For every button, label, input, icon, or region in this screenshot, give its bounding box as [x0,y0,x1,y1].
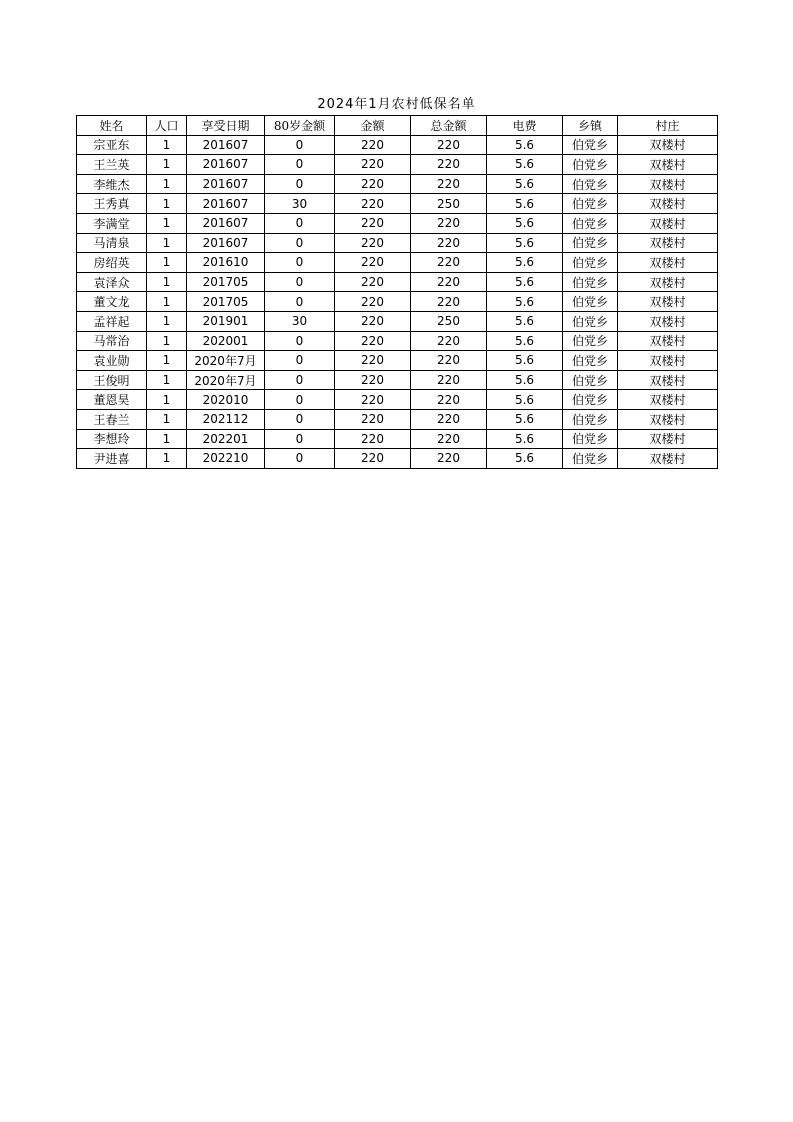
cell-total-amount: 220 [411,331,487,351]
document-title: 2024年1月农村低保名单 [317,97,476,112]
cell-total-amount: 220 [411,351,487,371]
cell-electricity: 5.6 [487,233,563,253]
cell-township: 伯党乡 [563,351,618,371]
cell-electricity: 5.6 [487,213,563,233]
cell-amount: 220 [335,174,411,194]
cell-name: 马清泉 [77,233,147,253]
cell-electricity: 5.6 [487,272,563,292]
table-row [77,194,718,214]
cell-population: 1 [147,390,187,410]
cell-name: 袁业勋 [77,351,147,371]
cell-80-amount: 0 [265,351,335,371]
cell-electricity: 5.6 [487,370,563,390]
cell-township: 伯党乡 [563,449,618,469]
cell-start-date: 201607 [187,135,265,155]
cell-electricity: 5.6 [487,194,563,214]
cell-population: 1 [147,135,187,155]
cell-population: 1 [147,351,187,371]
cell-township: 伯党乡 [563,194,618,214]
cell-township: 伯党乡 [563,311,618,331]
cell-amount: 220 [335,331,411,351]
cell-name: 李想玲 [77,429,147,449]
cell-electricity: 5.6 [487,449,563,469]
cell-amount: 220 [335,351,411,371]
table-row [77,174,718,194]
cell-population: 1 [147,194,187,214]
cell-total-amount: 220 [411,272,487,292]
cell-electricity: 5.6 [487,331,563,351]
header-township: 乡镇 [563,116,618,136]
cell-population: 1 [147,272,187,292]
cell-80-amount: 0 [265,370,335,390]
table-row [77,409,718,429]
cell-start-date: 202112 [187,409,265,429]
cell-80-amount: 0 [265,213,335,233]
table-row [77,390,718,410]
table-row [77,213,718,233]
cell-township: 伯党乡 [563,272,618,292]
cell-village: 双楼村 [618,351,718,371]
cell-township: 伯党乡 [563,429,618,449]
cell-start-date: 201610 [187,253,265,273]
cell-name: 宗亚东 [77,135,147,155]
cell-township: 伯党乡 [563,390,618,410]
cell-start-date: 201607 [187,213,265,233]
cell-total-amount: 220 [411,233,487,253]
cell-total-amount: 220 [411,292,487,312]
cell-village: 双楼村 [618,135,718,155]
cell-township: 伯党乡 [563,409,618,429]
header-amount: 金额 [335,116,411,136]
cell-village: 双楼村 [618,194,718,214]
cell-80-amount: 0 [265,429,335,449]
header-electricity: 电费 [487,116,563,136]
cell-name: 马常治 [77,331,147,351]
cell-name: 王俊明 [77,370,147,390]
cell-village: 双楼村 [618,370,718,390]
cell-start-date: 201607 [187,174,265,194]
cell-name: 李满堂 [77,213,147,233]
cell-electricity: 5.6 [487,429,563,449]
table-row [77,135,718,155]
cell-start-date: 201607 [187,233,265,253]
table-row [77,351,718,371]
cell-village: 双楼村 [618,311,718,331]
cell-population: 1 [147,409,187,429]
cell-total-amount: 250 [411,194,487,214]
cell-village: 双楼村 [618,409,718,429]
table-row [77,272,718,292]
cell-village: 双楼村 [618,449,718,469]
document-sheet [76,95,717,469]
cell-township: 伯党乡 [563,292,618,312]
cell-80-amount: 0 [265,174,335,194]
cell-80-amount: 0 [265,292,335,312]
table-row [77,331,718,351]
cell-electricity: 5.6 [487,409,563,429]
cell-total-amount: 220 [411,409,487,429]
cell-amount: 220 [335,213,411,233]
cell-population: 1 [147,213,187,233]
cell-village: 双楼村 [618,331,718,351]
cell-80-amount: 0 [265,390,335,410]
cell-population: 1 [147,174,187,194]
table-row [77,311,718,331]
cell-amount: 220 [335,155,411,175]
cell-amount: 220 [335,292,411,312]
cell-80-amount: 0 [265,155,335,175]
cell-start-date: 201705 [187,292,265,312]
cell-village: 双楼村 [618,292,718,312]
header-80-amount: 80岁金额 [265,116,335,136]
cell-name: 房绍英 [77,253,147,273]
cell-amount: 220 [335,409,411,429]
header-village: 村庄 [618,116,718,136]
cell-township: 伯党乡 [563,233,618,253]
table-body [77,135,718,468]
cell-village: 双楼村 [618,429,718,449]
table-header-row [77,116,718,136]
cell-township: 伯党乡 [563,155,618,175]
cell-population: 1 [147,449,187,469]
cell-population: 1 [147,155,187,175]
cell-electricity: 5.6 [487,351,563,371]
cell-electricity: 5.6 [487,311,563,331]
cell-population: 1 [147,253,187,273]
header-name: 姓名 [77,116,147,136]
table-row [77,233,718,253]
cell-amount: 220 [335,429,411,449]
cell-total-amount: 220 [411,370,487,390]
cell-start-date: 202210 [187,449,265,469]
cell-start-date: 201607 [187,155,265,175]
cell-village: 双楼村 [618,390,718,410]
cell-amount: 220 [335,135,411,155]
cell-start-date: 201607 [187,194,265,214]
header-population: 人口 [147,116,187,136]
cell-township: 伯党乡 [563,135,618,155]
cell-name: 尹进喜 [77,449,147,469]
cell-electricity: 5.6 [487,390,563,410]
header-total-amount: 总金额 [411,116,487,136]
cell-total-amount: 220 [411,174,487,194]
cell-total-amount: 220 [411,155,487,175]
cell-total-amount: 220 [411,449,487,469]
cell-amount: 220 [335,370,411,390]
cell-80-amount: 0 [265,272,335,292]
subsidy-roster-table [76,115,718,469]
cell-start-date: 202010 [187,390,265,410]
table-row [77,292,718,312]
cell-electricity: 5.6 [487,292,563,312]
cell-name: 孟祥起 [77,311,147,331]
cell-name: 董文龙 [77,292,147,312]
cell-village: 双楼村 [618,155,718,175]
cell-name: 王秀真 [77,194,147,214]
cell-population: 1 [147,292,187,312]
table-row [77,449,718,469]
cell-amount: 220 [335,253,411,273]
cell-total-amount: 250 [411,311,487,331]
cell-total-amount: 220 [411,213,487,233]
cell-population: 1 [147,233,187,253]
cell-start-date: 201901 [187,311,265,331]
cell-township: 伯党乡 [563,331,618,351]
table-row [77,370,718,390]
cell-start-date: 2020年7月 [187,370,265,390]
cell-total-amount: 220 [411,135,487,155]
cell-start-date: 2020年7月 [187,351,265,371]
cell-village: 双楼村 [618,174,718,194]
cell-80-amount: 0 [265,409,335,429]
cell-start-date: 201705 [187,272,265,292]
cell-population: 1 [147,311,187,331]
cell-village: 双楼村 [618,272,718,292]
cell-80-amount: 0 [265,253,335,273]
cell-amount: 220 [335,272,411,292]
cell-electricity: 5.6 [487,135,563,155]
table-row [77,253,718,273]
cell-electricity: 5.6 [487,253,563,273]
cell-start-date: 202201 [187,429,265,449]
cell-population: 1 [147,370,187,390]
cell-total-amount: 220 [411,253,487,273]
cell-amount: 220 [335,233,411,253]
cell-total-amount: 220 [411,429,487,449]
cell-village: 双楼村 [618,213,718,233]
cell-name: 袁泽众 [77,272,147,292]
cell-village: 双楼村 [618,253,718,273]
cell-township: 伯党乡 [563,174,618,194]
cell-name: 王春兰 [77,409,147,429]
cell-80-amount: 0 [265,135,335,155]
cell-amount: 220 [335,311,411,331]
cell-amount: 220 [335,194,411,214]
cell-population: 1 [147,429,187,449]
table-row [77,429,718,449]
cell-80-amount: 0 [265,449,335,469]
header-start-date: 享受日期 [187,116,265,136]
table-row [77,155,718,175]
cell-name: 李维杰 [77,174,147,194]
cell-start-date: 202001 [187,331,265,351]
cell-population: 1 [147,331,187,351]
cell-township: 伯党乡 [563,213,618,233]
cell-name: 董恩昊 [77,390,147,410]
cell-electricity: 5.6 [487,155,563,175]
cell-80-amount: 0 [265,233,335,253]
cell-80-amount: 30 [265,311,335,331]
cell-amount: 220 [335,449,411,469]
cell-name: 王兰英 [77,155,147,175]
cell-amount: 220 [335,390,411,410]
cell-80-amount: 0 [265,331,335,351]
cell-township: 伯党乡 [563,370,618,390]
cell-village: 双楼村 [618,233,718,253]
cell-total-amount: 220 [411,390,487,410]
cell-township: 伯党乡 [563,253,618,273]
cell-electricity: 5.6 [487,174,563,194]
cell-80-amount: 30 [265,194,335,214]
